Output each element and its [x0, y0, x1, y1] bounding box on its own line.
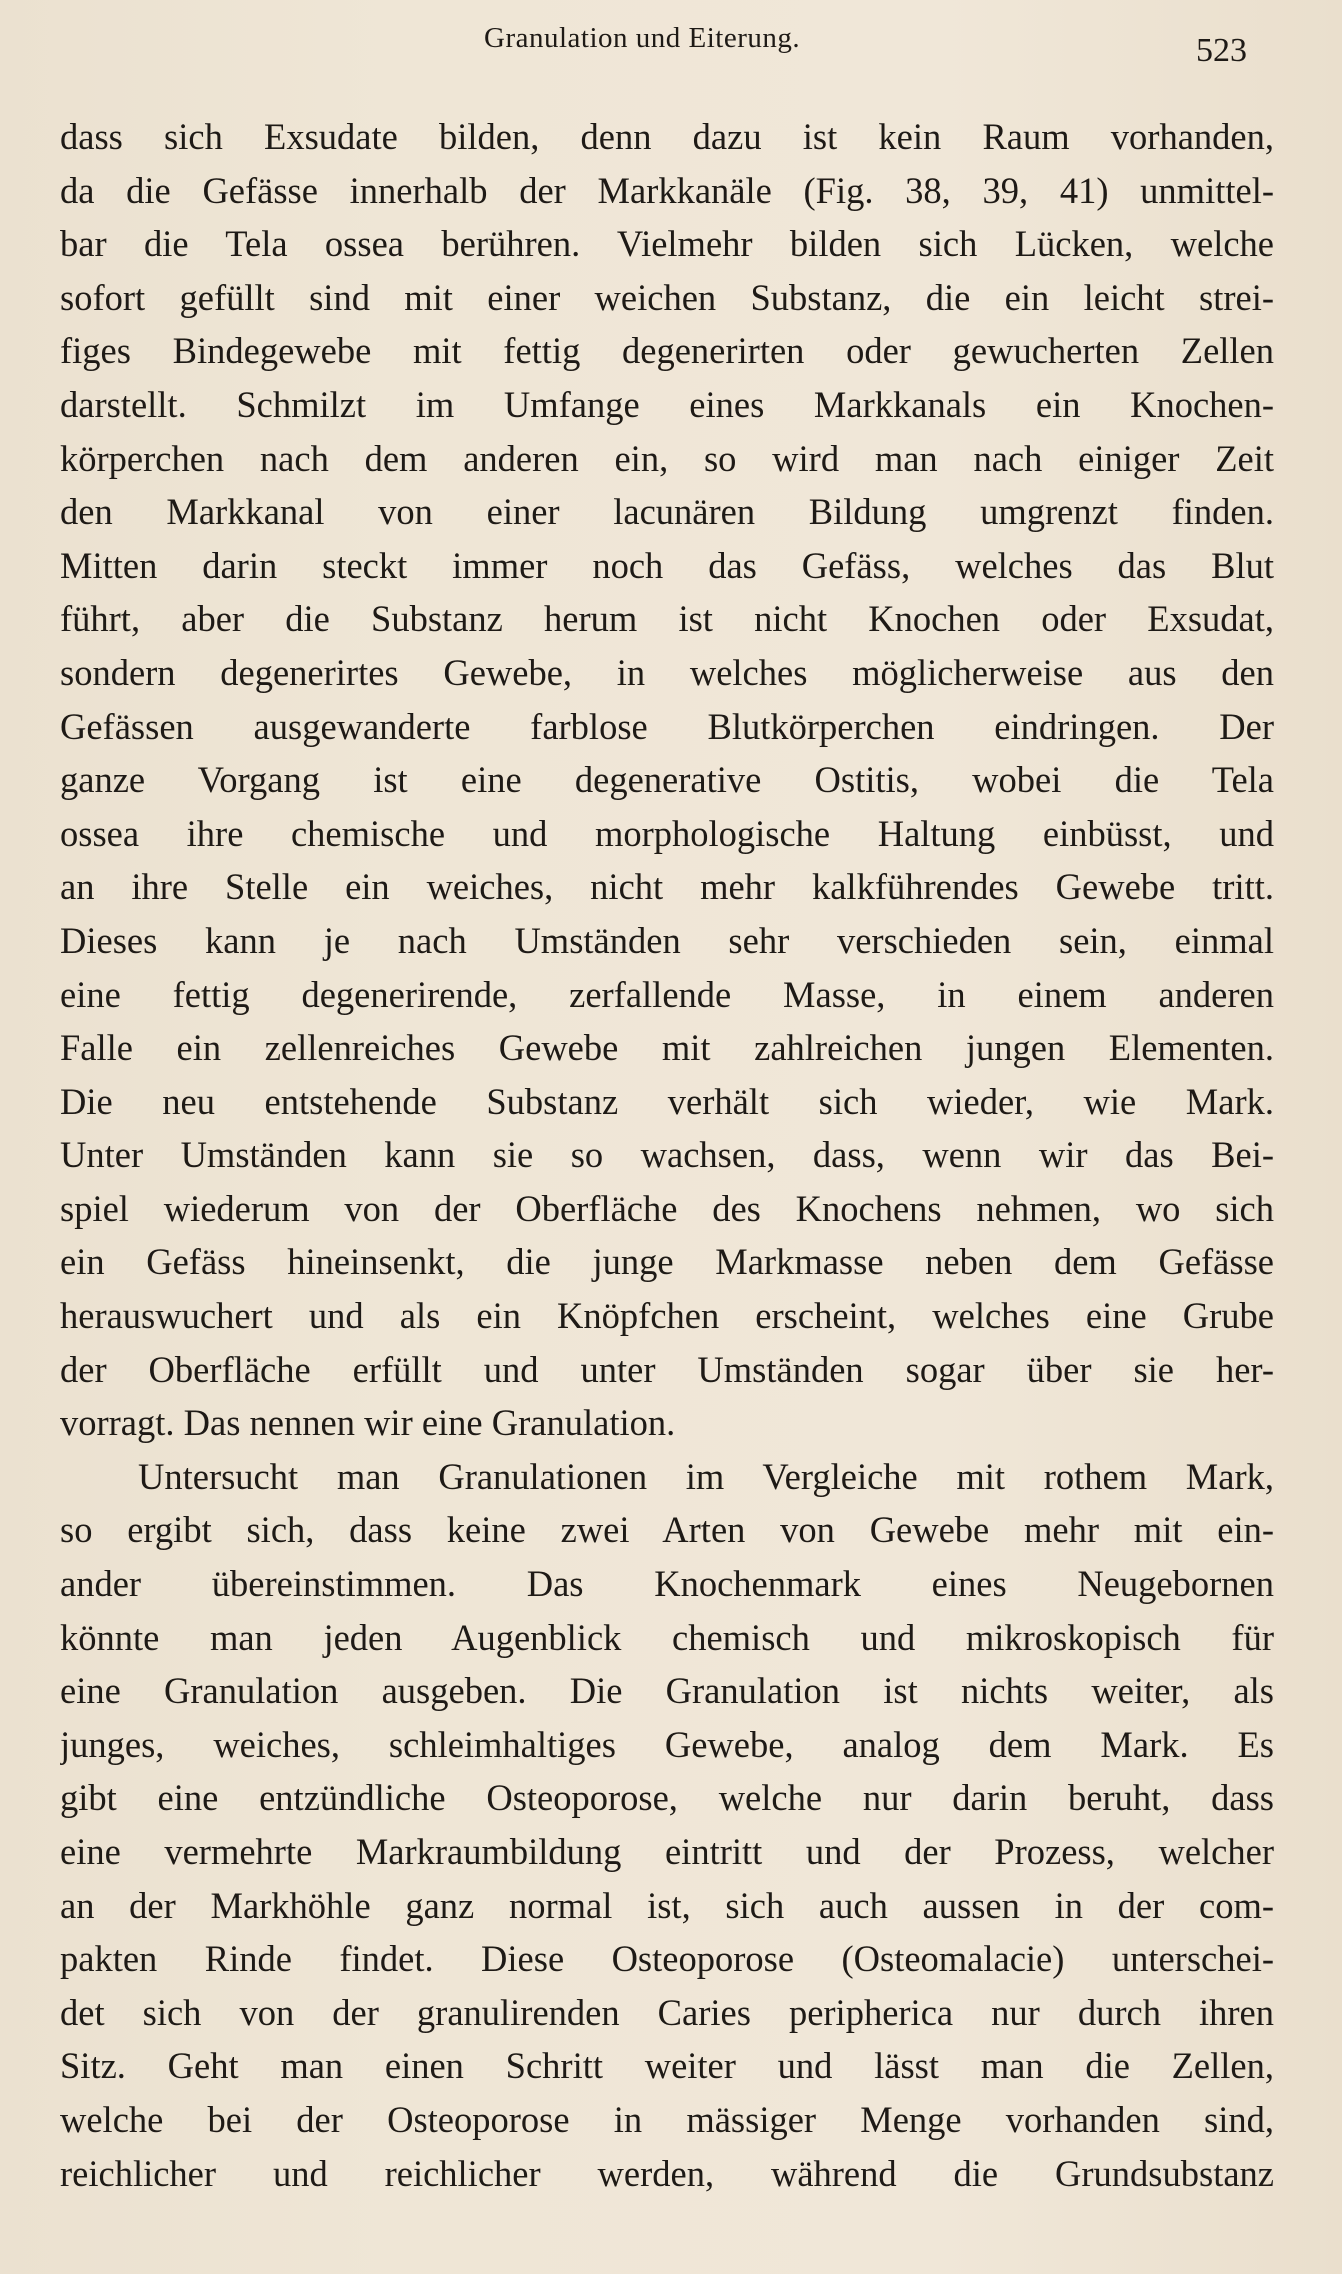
- text-line: det sich von der granulirenden Caries peripherica nur durch ihren: [60, 1991, 1274, 2033]
- text-line: spiel wiederum von der Oberfläche des Knochens nehmen, wo sich: [60, 1187, 1274, 1229]
- text-line: Dieses kann je nach Umständen sehr verschieden sein, einmal: [60, 919, 1274, 961]
- text-line: dass sich Exsudate bilden, denn dazu ist kein Raum vorhanden,: [60, 116, 1274, 157]
- text-line: der Oberfläche erfüllt und unter Umständen sogar über sie her-: [60, 1348, 1274, 1390]
- text-line: Falle ein zellenreiches Gewebe mit zahlreichen jungen Elementen.: [60, 1027, 1274, 1069]
- text-line: darstellt. Schmilzt im Umfange eines Markkanals ein Knochen-: [60, 383, 1274, 425]
- text-line: ein Gefäss hineinsenkt, die junge Markmasse neben dem Gefässe: [60, 1241, 1274, 1283]
- text-line: pakten Rinde findet. Diese Osteoporose (Osteomalacie) unterschei-: [60, 1938, 1274, 1980]
- text-line: reichlicher und reichlicher werden, während die Grundsubstanz: [60, 2152, 1274, 2194]
- text-line: Untersucht man Granulationen im Vergleiche mit rothem Mark,: [138, 1455, 1274, 1497]
- text-line: an der Markhöhle ganz normal ist, sich auch aussen in der com-: [60, 1884, 1274, 1926]
- text-line: Unter Umständen kann sie so wachsen, dass, wenn wir das Bei-: [60, 1134, 1274, 1176]
- text-line: an ihre Stelle ein weiches, nicht mehr kalkführendes Gewebe tritt.: [60, 866, 1274, 908]
- text-line: welche bei der Osteoporose in mässiger Menge vorhanden sind,: [60, 2098, 1274, 2140]
- text-line: ossea ihre chemische und morphologische Haltung einbüsst, und: [60, 812, 1274, 854]
- text-line: bar die Tela ossea berühren. Vielmehr bilden sich Lücken, welche: [60, 223, 1274, 265]
- text-line: figes Bindegewebe mit fettig degenerirten oder gewucherten Zellen: [60, 330, 1274, 372]
- body-text: [60, 110, 1274, 2200]
- text-line: den Markkanal von einer lacunären Bildung umgrenzt finden.: [60, 491, 1274, 533]
- text-line: Die neu entstehende Substanz verhält sich wieder, wie Mark.: [60, 1080, 1274, 1122]
- text-line: eine Granulation ausgeben. Die Granulation ist nichts weiter, als: [60, 1670, 1274, 1712]
- text-line: vorragt. Das nennen wir eine Granulation.: [60, 1402, 676, 1444]
- running-head: Granulation und Eiterung.: [484, 22, 801, 54]
- text-line: da die Gefässe innerhalb der Markkanäle (Fig. 38, 39, 41) unmittel-: [60, 169, 1274, 211]
- text-line: Gefässen ausgewanderte farblose Blutkörperchen eindringen. Der: [60, 705, 1274, 747]
- page-number: 523: [1196, 32, 1247, 69]
- text-line: sondern degenerirtes Gewebe, in welches möglicherweise aus den: [60, 651, 1274, 693]
- text-line: ander übereinstimmen. Das Knochenmark eines Neugebornen: [60, 1563, 1274, 1605]
- text-line: herauswuchert und als ein Knöpfchen erscheint, welches eine Grube: [60, 1295, 1274, 1337]
- text-line: körperchen nach dem anderen ein, so wird man nach einiger Zeit: [60, 437, 1274, 479]
- text-line: junges, weiches, schleimhaltiges Gewebe, analog dem Mark. Es: [60, 1723, 1274, 1765]
- text-line: eine fettig degenerirende, zerfallende Masse, in einem anderen: [60, 973, 1274, 1015]
- text-line: so ergibt sich, dass keine zwei Arten von Gewebe mehr mit ein-: [60, 1509, 1274, 1551]
- text-line: könnte man jeden Augenblick chemisch und mikroskopisch für: [60, 1616, 1274, 1658]
- text-line: führt, aber die Substanz herum ist nicht Knochen oder Exsudat,: [60, 598, 1274, 640]
- text-line: ganze Vorgang ist eine degenerative Ostitis, wobei die Tela: [60, 759, 1274, 801]
- text-line: Sitz. Geht man einen Schritt weiter und lässt man die Zellen,: [60, 2045, 1274, 2087]
- text-line: eine vermehrte Markraumbildung eintritt und der Prozess, welcher: [60, 1831, 1274, 1872]
- text-line: sofort gefüllt sind mit einer weichen Substanz, die ein leicht strei-: [60, 276, 1274, 318]
- text-line: Mitten darin steckt immer noch das Gefäss, welches das Blut: [60, 544, 1274, 586]
- text-line: gibt eine entzündliche Osteoporose, welche nur darin beruht, dass: [60, 1777, 1274, 1819]
